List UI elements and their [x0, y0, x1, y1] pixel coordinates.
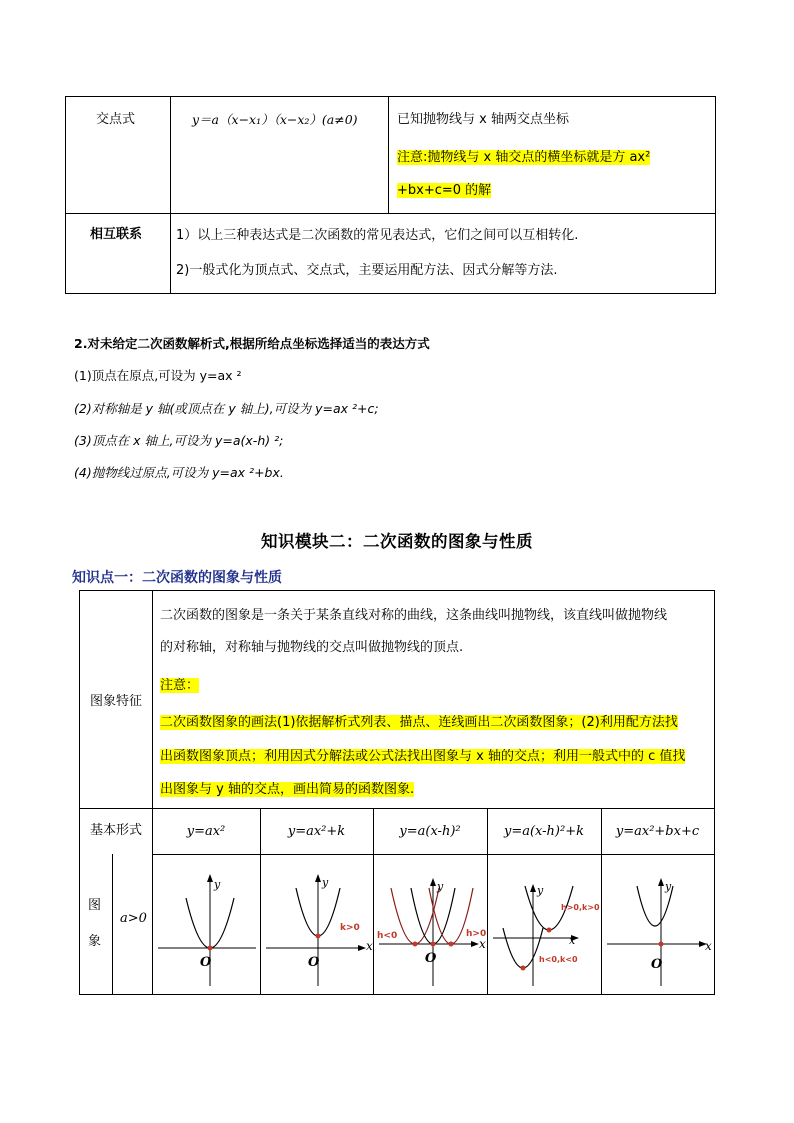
table-divider	[170, 97, 171, 293]
note-label: 注意：	[160, 678, 200, 693]
intercept-note-line2: +bx+c=0 的解	[397, 183, 492, 198]
hk-negative-label: h<0,k<0	[539, 955, 578, 964]
y-axis-label: y	[665, 880, 672, 893]
vertex-point	[413, 942, 418, 947]
row-label-relation: 相互联系	[90, 227, 143, 242]
h-positive-label: h>0	[466, 929, 487, 939]
section-item: (3)顶点在 x 轴上,可设为 y=a(x-h) ²;	[74, 433, 284, 448]
x-axis-label: x	[569, 934, 576, 947]
hk-positive-label: h>0,k>0	[561, 903, 600, 912]
x-arrow-icon	[471, 941, 479, 947]
knowledge-point-title: 知识点一：二次函数的图象与性质	[72, 570, 282, 586]
x-arrow-icon	[358, 945, 366, 951]
note-line3: 出图象与 y 轴的交点，画出简易的函数图象.	[160, 782, 415, 797]
relation-line2: 2)一般式化为顶点式、交点式，主要运用配方法、因式分解等方法.	[176, 263, 558, 278]
y-axis-label: y	[214, 878, 221, 891]
origin-label: O	[651, 957, 663, 972]
h-negative-label: h<0	[377, 931, 398, 941]
note-line2: 出函数图象顶点；利用因式分解法或公式法找出图象与 x 轴的交点；利用一般式中的 c 值找	[160, 749, 686, 764]
form-header: y=a(x-h)²+k	[504, 824, 584, 839]
graph-general-form	[601, 858, 714, 990]
form-header: y=a(x-h)²	[399, 824, 461, 839]
relation-line1: 1）以上三种表达式是二次函数的常见表达式，它们之间可以互相转化.	[176, 228, 579, 243]
vertex-point	[521, 966, 526, 971]
graph-ax2-plus-k	[260, 858, 373, 990]
y-axis-label: y	[437, 880, 444, 893]
y-arrow-icon	[658, 878, 664, 886]
form-header: y=ax²	[186, 824, 226, 839]
row-label-basic-form: 基本形式	[90, 823, 143, 838]
parabola-left-shift	[391, 888, 439, 944]
formula-table	[65, 96, 716, 294]
table-divider	[66, 213, 715, 214]
graph-label-bottom: 象	[88, 934, 102, 949]
feature-line1: 二次函数的图象是一条关于某条直线对称的曲线，这条曲线叫抛物线，该直线叫做抛物线	[160, 608, 668, 623]
intercept-note-line1: 注意:抛物线与 x 轴交点的横坐标就是方 ax²	[397, 150, 651, 165]
section-item: (1)顶点在原点,可设为 y=ax ²	[74, 368, 242, 383]
y-axis-label: y	[537, 884, 544, 897]
graph-vertex-form	[487, 858, 601, 990]
graph-label-top: 图	[88, 898, 102, 913]
parabola-lower	[503, 928, 543, 968]
k-condition-label: k>0	[340, 923, 360, 933]
vertex-point	[208, 946, 213, 951]
graph-a-x-minus-h-squared	[373, 858, 487, 990]
table-divider	[112, 854, 113, 994]
vertex-point	[316, 934, 321, 939]
vertex-point	[547, 928, 552, 933]
origin-label: O	[425, 951, 437, 966]
y-arrow-icon	[530, 884, 536, 892]
origin-label: O	[200, 955, 212, 970]
origin-point	[659, 942, 664, 947]
row-label-features: 图象特征	[90, 694, 143, 709]
form-header: y=ax²+bx+c	[615, 824, 700, 839]
section-item: (2)对称轴是 y 轴(或顶点在 y 轴上),可设为 y=ax ²+c;	[74, 401, 379, 416]
note-line1: 二次函数图象的画法(1)依据解析式列表、描点、连线画出二次函数图象；(2)利用配方法找	[160, 715, 678, 730]
x-axis-label: x	[479, 937, 486, 951]
vertex-point	[431, 942, 436, 947]
y-arrow-icon	[207, 874, 213, 882]
form-header: y=ax²+k	[287, 824, 346, 839]
vertex-point	[449, 942, 454, 947]
x-axis-label: x	[366, 939, 373, 953]
condition-label: a>0	[120, 911, 147, 926]
section-item: (4)抛物线过原点,可设为 y=ax ²+bx.	[74, 465, 284, 480]
section-title: 2.对未给定二次函数解析式,根据所给点坐标选择适当的表达方式	[74, 336, 430, 351]
x-axis-label: x	[705, 939, 712, 953]
feature-line2: 的对称轴，对称轴与抛物线的交点叫做抛物线的顶点.	[160, 640, 464, 655]
row-label-intercept-form: 交点式	[96, 112, 136, 127]
intercept-formula: y＝a（x−x₁）（x−x₂）(a≠0)	[192, 112, 358, 127]
y-arrow-icon	[430, 878, 436, 886]
y-axis-label: y	[322, 876, 329, 889]
graph-ax2	[152, 858, 260, 990]
origin-label: O	[308, 955, 320, 970]
table-divider	[388, 97, 389, 213]
y-arrow-icon	[315, 874, 321, 882]
module-title: 知识模块二：二次函数的图象与性质	[261, 532, 533, 551]
intercept-description: 已知抛物线与 x 轴两交点坐标	[397, 112, 569, 127]
